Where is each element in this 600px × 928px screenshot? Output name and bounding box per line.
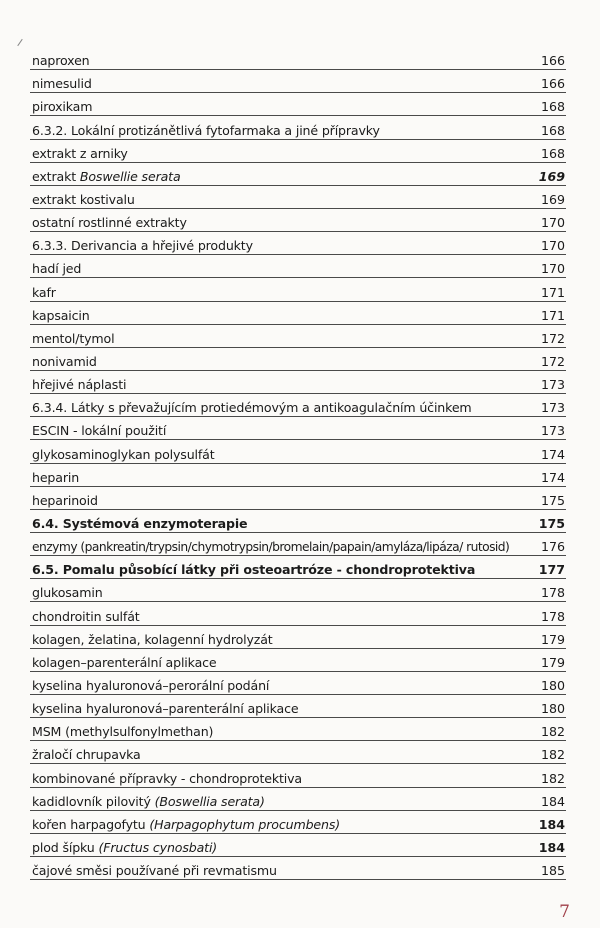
toc-entry-title	[32, 76, 92, 91]
toc-entry	[30, 371, 566, 394]
toc-entry-title	[32, 354, 97, 369]
toc-entry-title	[32, 331, 114, 346]
toc-entry-title-text: enzymy (pankreatin/trypsin/chymotrypsin/bromelain/papain/amyláza/lipáza/ rutosid)	[32, 540, 510, 555]
toc-entry-page: 182	[540, 747, 565, 763]
toc-entry	[30, 556, 566, 579]
toc-entry-title-text: čajové směsi používané při revmatismu	[32, 863, 277, 879]
toc-entry-page: 179	[540, 654, 565, 670]
toc-entry-title-text: kyselina hyaluronová–parenterální aplikace	[32, 701, 299, 717]
toc-entry-title	[32, 238, 253, 253]
toc-entry-title	[32, 470, 79, 485]
toc-entry-title	[32, 585, 103, 600]
toc-entry-page: 170	[540, 261, 565, 277]
toc-entry	[30, 788, 566, 811]
toc-entry	[30, 93, 566, 116]
toc-entry-page: 180	[540, 701, 565, 717]
toc-entry	[30, 278, 566, 301]
toc-entry-page: 175	[540, 492, 565, 508]
toc-entry-title-text: 6.4. Systémová enzymoterapie	[32, 515, 248, 531]
toc-entry-title	[32, 285, 56, 300]
toc-entry	[30, 417, 566, 440]
toc-entry	[30, 718, 566, 741]
toc-entry-title	[32, 261, 81, 276]
toc-entry	[30, 857, 566, 880]
toc-entry-title-text: hadí jed	[32, 261, 82, 277]
toc-entry-title	[32, 169, 181, 184]
page-number: 7	[559, 902, 570, 922]
toc-entry-title-text: nimesulid	[32, 76, 92, 92]
toc-entry-title	[32, 146, 128, 161]
toc-entry-title-text: plod šípku	[32, 839, 99, 855]
toc-entry	[30, 394, 566, 417]
table-of-contents	[30, 47, 566, 880]
toc-entry-page: 184	[538, 816, 565, 832]
toc-entry-title	[32, 655, 217, 670]
toc-entry-title	[32, 747, 141, 762]
toc-entry	[30, 255, 566, 278]
toc-entry-title-italic: (Boswellia serata)	[154, 793, 265, 809]
toc-entry-title-text: 6.3.3. Derivancia a hřejivé produkty	[32, 238, 253, 254]
toc-entry-page: 172	[540, 330, 565, 346]
toc-entry-title	[32, 423, 166, 438]
toc-entry-page: 177	[538, 562, 565, 578]
toc-entry-title	[32, 99, 92, 114]
toc-entry	[30, 440, 566, 463]
toc-entry-title-text: kolagen–parenterální aplikace	[32, 654, 217, 670]
toc-entry	[30, 602, 566, 625]
toc-entry	[30, 672, 566, 695]
toc-entry-title	[32, 794, 265, 809]
toc-entry-title-text: hřejivé náplasti	[32, 377, 127, 393]
toc-entry-page: 184	[540, 793, 565, 809]
toc-entry-page: 173	[540, 400, 565, 416]
toc-entry	[30, 47, 566, 70]
toc-entry-page: 166	[540, 76, 565, 92]
toc-entry-title	[32, 771, 302, 786]
toc-entry-title-text: extrakt kostivalu	[32, 191, 135, 207]
toc-entry	[30, 626, 566, 649]
toc-entry-title-text: kapsaicin	[32, 307, 90, 323]
toc-entry	[30, 302, 566, 325]
toc-entry-title-text: kyselina hyaluronová–perorální podání	[32, 677, 270, 693]
toc-entry-title	[32, 540, 509, 554]
toc-entry-page: 185	[540, 863, 565, 879]
toc-entry-title	[32, 192, 135, 207]
toc-entry-title-text: 6.3.2. Lokální protizánětlivá fytofarmaka a jiné přípravky	[32, 122, 380, 138]
toc-entry-title	[32, 632, 273, 647]
toc-entry	[30, 533, 566, 556]
toc-entry-title-italic: (Fructus cynosbati)	[98, 839, 218, 855]
toc-entry-page: 170	[540, 215, 565, 231]
toc-entry-title-text: kolagen, želatina, kolagenní hydrolyzát	[32, 631, 273, 647]
toc-entry-title-text: naproxen	[32, 53, 90, 69]
toc-entry-title	[32, 609, 140, 624]
toc-entry	[30, 325, 566, 348]
toc-entry-title-text: ESCIN - lokální použití	[32, 423, 167, 439]
toc-entry-page: 178	[540, 608, 565, 624]
toc-entry-page: 182	[540, 770, 565, 786]
toc-entry	[30, 487, 566, 510]
toc-entry	[30, 510, 566, 533]
toc-entry-page: 168	[540, 145, 565, 161]
toc-entry-page: 184	[538, 839, 565, 855]
toc-entry	[30, 464, 566, 487]
toc-entry-title-text: extrakt	[32, 168, 80, 184]
toc-entry-title	[32, 308, 90, 323]
toc-entry	[30, 209, 566, 232]
toc-entry-page: 173	[540, 377, 565, 393]
toc-entry-page: 170	[540, 238, 565, 254]
toc-entry-title-text: 6.3.4. Látky s převažujícím protiedémovým a antikoagulačním účinkem	[32, 400, 472, 416]
toc-entry-title	[32, 678, 269, 693]
toc-entry-page: 175	[538, 515, 565, 531]
toc-entry-title	[32, 863, 277, 878]
toc-entry	[30, 579, 566, 602]
toc-entry-title-text: chondroitin sulfát	[32, 608, 140, 624]
toc-entry-title	[32, 400, 472, 415]
toc-entry-title-text: kafr	[32, 284, 56, 300]
toc-entry	[30, 834, 566, 857]
toc-entry-title	[32, 817, 340, 832]
toc-entry-title	[32, 447, 215, 462]
toc-entry-title-text: glykosaminoglykan polysulfát	[32, 446, 215, 462]
toc-entry-page: 166	[540, 53, 565, 69]
toc-entry-title-text: extrakt z arniky	[32, 145, 128, 161]
toc-entry-title	[32, 562, 475, 577]
toc-entry	[30, 116, 566, 139]
toc-entry-title	[32, 53, 90, 68]
toc-entry	[30, 163, 566, 186]
toc-entry-page: 168	[540, 122, 565, 138]
toc-entry-title-text: nonivamid	[32, 353, 97, 369]
toc-entry-page: 171	[540, 284, 565, 300]
toc-entry-title	[32, 701, 298, 716]
toc-entry	[30, 70, 566, 93]
toc-entry-title-text: ostatní rostlinné extrakty	[32, 215, 187, 231]
toc-entry-page: 174	[540, 446, 565, 462]
toc-entry	[30, 695, 566, 718]
toc-entry-page: 180	[540, 677, 565, 693]
toc-entry	[30, 140, 566, 163]
toc-entry	[30, 232, 566, 255]
toc-entry-page: 169	[540, 191, 565, 207]
toc-entry	[30, 764, 566, 787]
toc-entry-title-text: kořen harpagofytu	[32, 816, 150, 832]
toc-entry-title	[32, 123, 380, 138]
toc-entry-title	[32, 215, 187, 230]
scan-mark	[17, 39, 22, 46]
toc-entry-title-text: heparin	[32, 469, 80, 485]
toc-entry-title	[32, 377, 126, 392]
toc-entry-title	[32, 724, 213, 739]
toc-entry-title-text: kadidlovník pilovitý	[32, 793, 155, 809]
toc-entry-page: 172	[540, 353, 565, 369]
toc-entry-title-text: MSM (methylsulfonylmethan)	[32, 724, 214, 740]
toc-entry	[30, 811, 566, 834]
toc-entry-title	[32, 840, 217, 855]
toc-entry-title-text: mentol/tymol	[32, 330, 115, 346]
toc-entry-page: 178	[540, 585, 565, 601]
toc-entry-title-text: kombinované přípravky - chondroprotektiva	[32, 770, 302, 786]
toc-entry-title-text: glukosamin	[32, 585, 103, 601]
toc-entry-title	[32, 516, 247, 531]
toc-entry-title-text: heparinoid	[32, 492, 98, 508]
toc-entry	[30, 741, 566, 764]
toc-entry-page: 179	[540, 631, 565, 647]
toc-entry-title-text: žraločí chrupavka	[32, 747, 141, 763]
toc-entry-title-italic: (Harpagophytum procumbens)	[149, 816, 341, 832]
toc-entry-page: 182	[540, 724, 565, 740]
toc-entry	[30, 649, 566, 672]
toc-entry-title-text: piroxikam	[32, 99, 93, 115]
toc-entry-page: 171	[540, 307, 565, 323]
toc-entry-page: 176	[540, 539, 565, 555]
toc-entry-page: 168	[540, 99, 565, 115]
toc-entry-title-italic: Boswellie serata	[79, 168, 181, 184]
toc-entry-title	[32, 493, 98, 508]
toc-entry-page: 169	[538, 168, 565, 184]
toc-entry-page: 173	[540, 423, 565, 439]
toc-entry-page: 174	[540, 469, 565, 485]
toc-entry-title-text: 6.5. Pomalu působící látky při osteoartróze - chondroprotektiva	[32, 562, 476, 578]
toc-entry	[30, 348, 566, 371]
toc-entry	[30, 186, 566, 209]
